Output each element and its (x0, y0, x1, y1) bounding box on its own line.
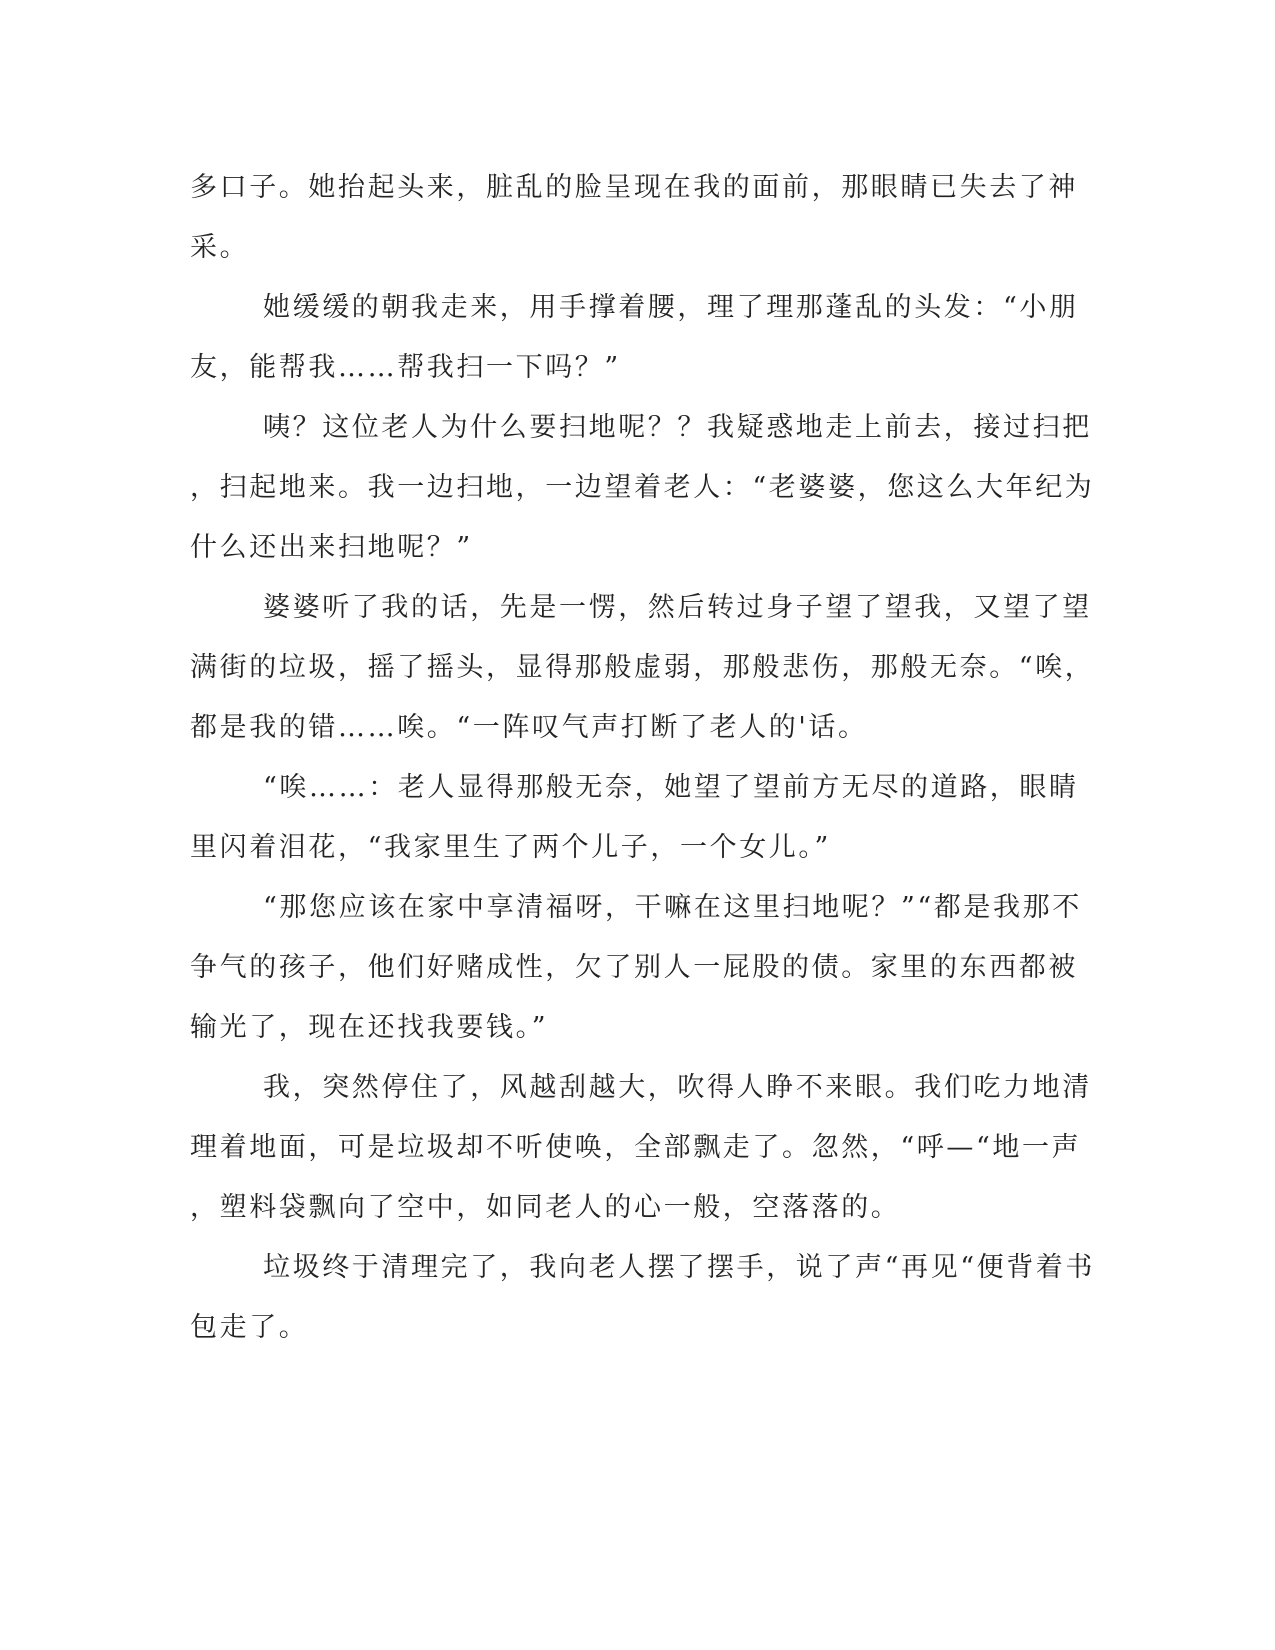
paragraph-5 (190, 758, 1079, 878)
text-line: 垃圾终于清理完了，我向老人摆了摆手，说了声“再见“便背着书 (263, 1252, 1096, 1283)
text-line: 都是我的错……唉。“一阵叹气声打断了老人的'话。 (190, 712, 868, 743)
text-line: 我，突然停住了，风越刮越大，吹得人睁不来眼。我们吃力地清 (263, 1072, 1092, 1103)
text-line: 咦？这位老人为什么要扫地呢？？我疑惑地走上前去，接过扫把 (263, 412, 1092, 443)
text-line: 婆婆听了我的话，先是一愣，然后转过身子望了望我，又望了望 (263, 592, 1092, 623)
text-line: 里闪着泪花，“我家里生了两个儿子，一个女儿。” (190, 832, 831, 863)
text-line: ，扫起地来。我一边扫地，一边望着老人：“老婆婆，您这么大年纪为 (190, 472, 1095, 503)
paragraph-1 (190, 158, 1078, 278)
text-line: 输光了，现在还找我要钱。” (190, 1012, 549, 1043)
paragraph-6 (190, 878, 1082, 1058)
paragraph-3 (190, 398, 1095, 578)
text-line: 包走了。 (190, 1312, 309, 1343)
text-line: “那您应该在家中享清福呀，干嘛在这里扫地呢？”“都是我那不 (263, 892, 1082, 923)
text-line: 采。 (190, 232, 250, 263)
paragraph-4 (190, 578, 1095, 758)
text-line: 多口子。她抬起头来，脏乱的脸呈现在我的面前，那眼睛已失去了神 (190, 172, 1078, 203)
text-line: ，塑料袋飘向了空中，如同老人的心一般，空落落的。 (190, 1192, 901, 1223)
text-line: 什么还出来扫地呢？” (190, 532, 473, 563)
text-line: 理着地面，可是垃圾却不听使唤，全部飘走了。忽然，“呼—“地一声 (190, 1132, 1082, 1163)
text-line: 争气的孩子，他们好赌成性，欠了别人一屁股的债。家里的东西都被 (190, 952, 1078, 983)
article-body (190, 158, 1096, 1358)
paragraph-8 (190, 1238, 1096, 1358)
paragraph-7 (190, 1058, 1092, 1238)
text-line: “唉……：老人显得那般无奈，她望了望前方无尽的道路，眼睛 (263, 772, 1079, 803)
text-line: 友，能帮我……帮我扫一下吗？” (190, 352, 621, 383)
paragraph-2 (190, 278, 1079, 398)
text-line: 满街的垃圾，摇了摇头，显得那般虚弱，那般悲伤，那般无奈。“唉， (190, 652, 1095, 683)
text-line: 她缓缓的朝我走来，用手撑着腰，理了理那蓬乱的头发：“小朋 (263, 292, 1079, 323)
